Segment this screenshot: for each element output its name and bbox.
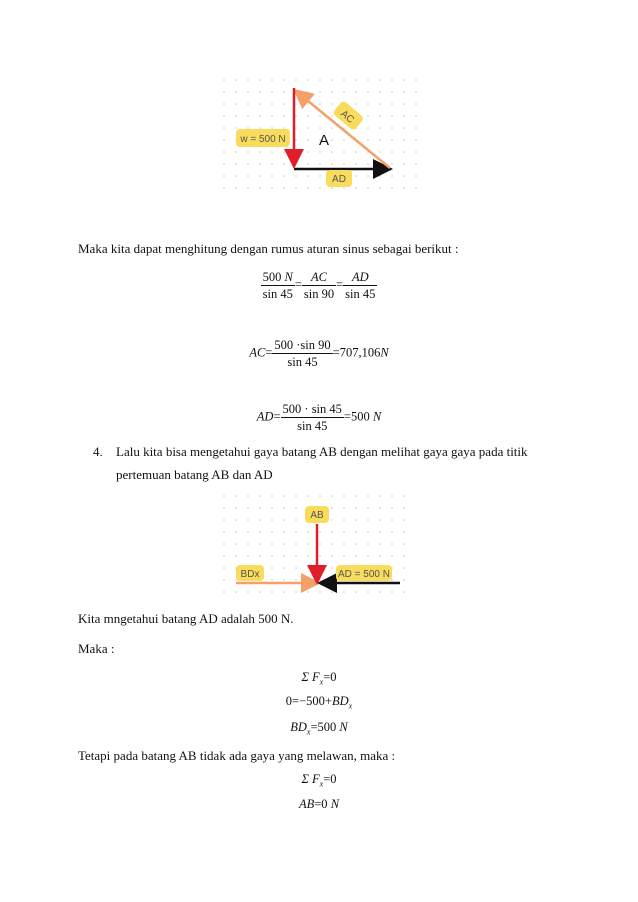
ad-label: AD = 500 N [338, 569, 390, 580]
force-triangle-diagram [222, 78, 418, 194]
list-item-line-1: Lalu kita bisa mengetahui gaya batang AB dengan melihat gaya gaya pada titik [116, 444, 528, 459]
list-item-line-2: pertemuan batang AB dan AD [116, 467, 273, 482]
sum-fx-equation-1: Σ $F_x=0$ [301, 670, 337, 687]
ad-label: AD [332, 174, 346, 185]
joint-force-diagram [222, 494, 408, 598]
tetapi-paragraph: Tetapi pada batang AB tidak ada gaya yang melawan, maka : [78, 748, 396, 763]
ad-equation: AD= $\frac{500 \cdot \sin 45}{\sin 45}$ =500 N [256, 402, 382, 433]
list-number: 4. [93, 444, 103, 459]
ab-result: AB=0 N [298, 797, 340, 811]
intro-paragraph: Maka kita dapat menghitung dengan rumus aturan sinus sebagai berikut : [78, 241, 459, 256]
sum-fx-equation-2: Σ $F_x=0$ [301, 772, 337, 789]
sine-rule-equation: $\frac{500 N}{\sin 45}$ = $\frac{AC}{\sin 90}$ = $\frac{AD}{\sin 45}$ [262, 270, 376, 301]
weight-label: w = 500 N [240, 134, 286, 145]
known-paragraph: Kita mngetahui batang AD adalah 500 N. [78, 611, 294, 626]
balance-equation: $0=-500+BD_x$ [285, 694, 353, 711]
ab-label: AB [310, 510, 324, 521]
ac-equation: AC= $\frac{500 \cdot\sin 90}{\sin 45}$ =707,106N [249, 338, 389, 369]
bdx-result: $BD_x=500$ N [290, 720, 348, 737]
maka-label: Maka : [78, 641, 115, 656]
bdx-label: BDx [240, 569, 260, 580]
ac-label: AC [338, 108, 356, 126]
point-a-label: A [318, 132, 330, 149]
